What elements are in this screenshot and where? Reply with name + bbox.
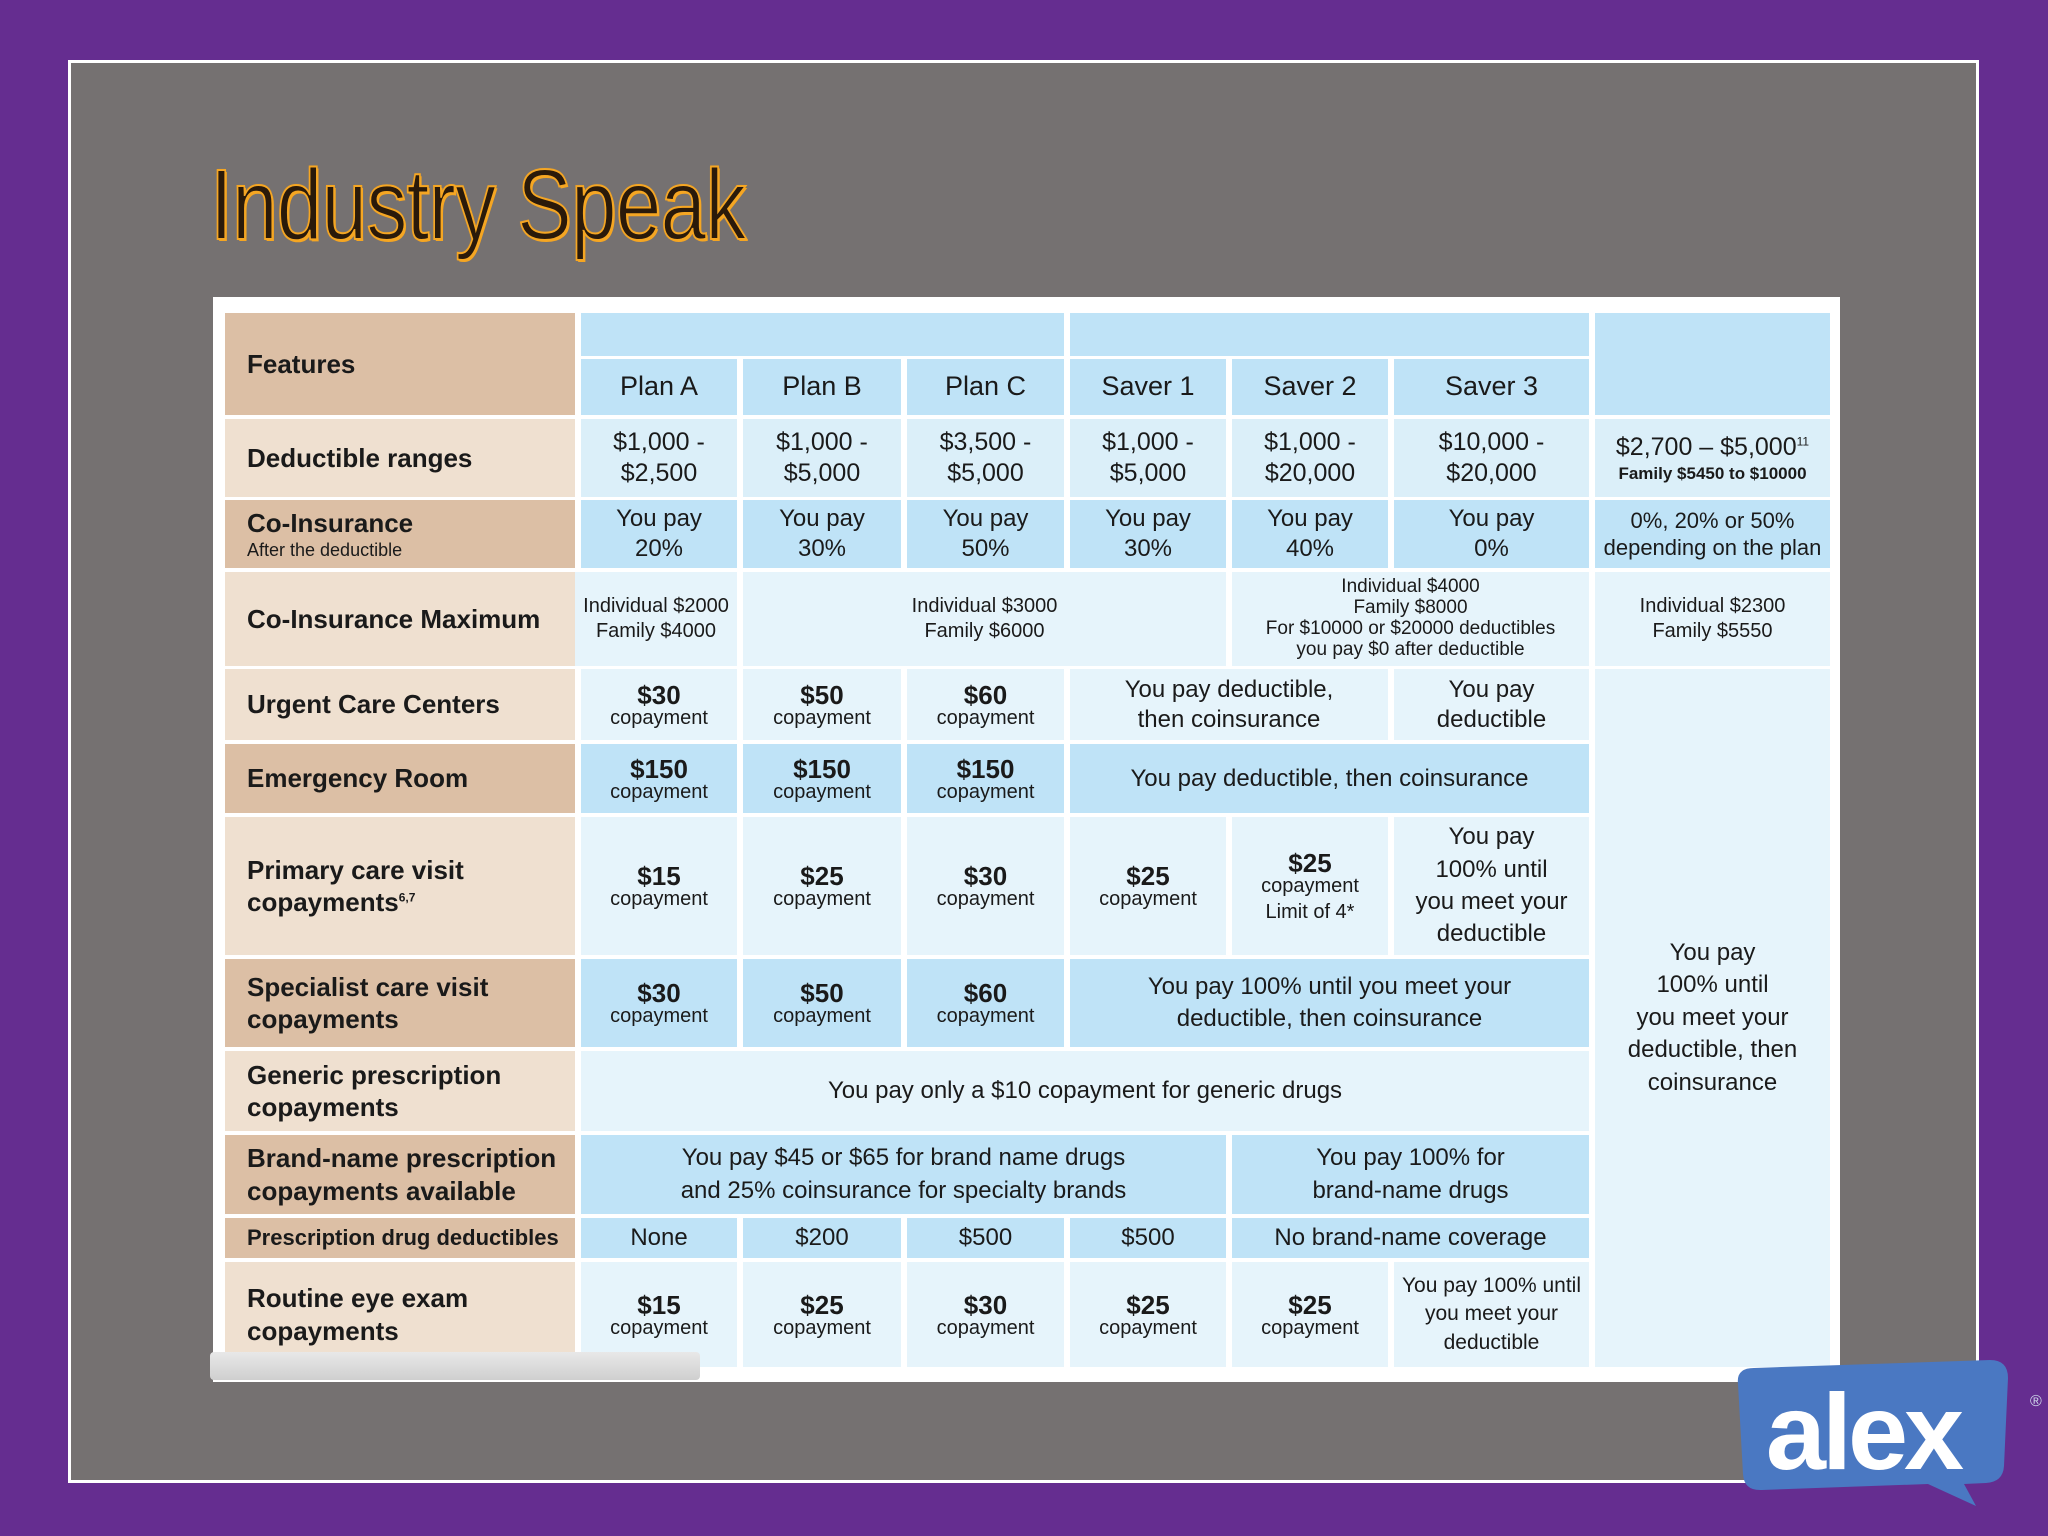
copay-amount: $150 [956, 753, 1015, 784]
copay-amount: $150 [793, 753, 851, 784]
copay-amount: $50 [800, 679, 844, 710]
copay-amount: $25 [1126, 861, 1170, 891]
coinsurance-cell [743, 500, 901, 568]
copay-amount: $25 [1126, 1289, 1170, 1320]
cell-text: $1,000 - $20,000 [1264, 427, 1356, 487]
plan-name: Saver 2 [1263, 371, 1357, 402]
cell-text: Individual $4000 Family $8000 [1341, 576, 1480, 619]
coinsurance-cell [1232, 500, 1388, 568]
copay-word: copayment [610, 1005, 708, 1027]
primary-cell [743, 817, 901, 955]
copay-word: copayment [1099, 888, 1197, 910]
eye-cell [1070, 1262, 1226, 1367]
coinsurance-cell-other [1595, 500, 1830, 568]
deductible-cell [581, 419, 737, 497]
cell-text: You pay 50% [942, 505, 1029, 562]
alex-logo [1728, 1356, 2018, 1508]
copay-word: copayment [773, 888, 871, 910]
copay-amount: $50 [800, 978, 844, 1008]
cell-text: You pay 30% [1105, 505, 1191, 562]
copay-word: copayment [1261, 875, 1359, 897]
deductible-cell [907, 419, 1064, 497]
cell-text: $200 [795, 1224, 849, 1251]
row-label-coi [225, 500, 575, 568]
copay-amount: $30 [963, 1289, 1008, 1320]
deductible-main: $2,700 – $5,000$^{11}$ [1615, 432, 1810, 461]
row-label-gen [225, 1051, 575, 1131]
cell-text: You pay 100% until you meet your deductible, then coinsurance [1627, 939, 1798, 1096]
coins-max-saver2-3 [1232, 572, 1589, 666]
coins-max-plans-b-saver1 [743, 572, 1226, 666]
cell-text: Individual $3000 Family $6000 [911, 595, 1058, 642]
row-label-text: Routine eye exam copayments [247, 1283, 469, 1346]
deductible-cell [1232, 419, 1388, 497]
row-label-pri [225, 817, 575, 955]
er-savers [1070, 744, 1589, 813]
copay-word: copayment [936, 1316, 1035, 1339]
copay-word: copayment [1099, 1316, 1197, 1339]
cell-text: You pay 100% until you meet your deductible [1415, 823, 1568, 948]
row-label-text: Deductible ranges [247, 442, 473, 473]
specialist-cell [581, 959, 737, 1047]
urgent-cell [581, 669, 737, 740]
plan-header [743, 359, 901, 415]
cell-text: You pay deductible, then coinsurance [1124, 675, 1334, 733]
copay-amount: $30 [637, 978, 681, 1008]
copay-word: copayment [610, 706, 708, 729]
cell-text: $1,000 - $5,000 [776, 427, 868, 487]
cell-text: $500 [958, 1224, 1013, 1251]
row-label-max [225, 572, 575, 666]
coins-max-other [1595, 572, 1830, 666]
cell-text: $10,000 - $20,000 [1438, 427, 1545, 487]
copay-amount: $15 [637, 861, 681, 891]
row-label-text: Urgent Care Centers [247, 689, 500, 720]
plan-header [907, 359, 1064, 415]
coinsurance-cell [907, 500, 1064, 568]
urgent-saver3 [1394, 669, 1589, 740]
row-label-er [225, 744, 575, 813]
coinsurance-cell [1394, 500, 1589, 568]
cell-text: 0%, 20% or 50% depending on the plan [1603, 507, 1822, 560]
footnote-marker: 6,7 [398, 890, 416, 905]
copay-amount: $30 [963, 861, 1008, 891]
slide-title: Industry Speak [210, 149, 746, 261]
copay-amount: $30 [637, 679, 681, 710]
rx-deductible-cell [1070, 1218, 1226, 1258]
cell-text: Individual $2000 Family $4000 [583, 595, 729, 642]
row-label-spe [225, 959, 575, 1047]
plans-group-header [581, 313, 1064, 356]
row-label-text: Emergency Room [247, 763, 469, 794]
coins-max-plan-a [575, 572, 737, 666]
rx-deductible-cell [581, 1218, 737, 1258]
deductible-cell [1070, 419, 1226, 497]
copay-word: copayment [936, 1005, 1035, 1027]
coinsurance-cell [1070, 500, 1226, 568]
copay-word: copayment [773, 706, 871, 729]
er-cell [581, 744, 737, 813]
copay-amount: $25 [1288, 848, 1332, 878]
row-label-text: Features [247, 348, 356, 379]
cell-text: You pay 100% until you meet your deductible, then coinsurance [1147, 972, 1512, 1032]
row-label-bra [225, 1135, 575, 1214]
copay-amount: $60 [963, 679, 1008, 710]
cell-text: You pay 20% [616, 505, 702, 562]
copay-word: copayment [936, 888, 1035, 910]
deductible-cell-other [1595, 419, 1830, 497]
specialist-cell [743, 959, 901, 1047]
row-label-ded [225, 419, 575, 497]
cell-text: You pay $45 or $65 for brand name drugs and 25% coinsurance for specialty brands [680, 1144, 1127, 1204]
generic-value [581, 1051, 1589, 1131]
plan-name: Saver 1 [1101, 371, 1195, 402]
plan-header [581, 359, 737, 415]
deductible-cell [743, 419, 901, 497]
copay-word: copayment [773, 1316, 871, 1339]
copay-word: copayment [936, 780, 1035, 803]
deductible-cell [1394, 419, 1589, 497]
plan-name: Saver 3 [1444, 371, 1539, 402]
primary-cell [1070, 817, 1226, 955]
row-label-text: Primary care visit copayments$^{6,7}$ [247, 854, 464, 917]
plan-header [1070, 359, 1226, 415]
deductible-family: Family $5450 to $10000 [1618, 464, 1807, 483]
copay-amount: $25 [800, 861, 844, 891]
cell-text: $3,500 - $5,000 [939, 427, 1032, 487]
eye-cell [743, 1262, 901, 1367]
copay-amount: $150 [630, 753, 688, 784]
cell-text: $1,000 - $5,000 [1102, 427, 1194, 487]
primary-saver3 [1394, 817, 1589, 955]
other-plans-merged-cell [1595, 669, 1830, 1367]
copay-word: copayment [610, 888, 708, 910]
cell-text: You pay 100% for brand-name drugs [1312, 1144, 1509, 1204]
eye-saver3 [1394, 1262, 1589, 1367]
eye-cell [907, 1262, 1064, 1367]
copay-word: copayment [610, 1316, 708, 1339]
logo-text: alex [1765, 1370, 1961, 1492]
coins-max-note: For $10000 or $20000 deductibles you pay $0 after deductible [1265, 618, 1556, 660]
cell-text: $1,000 - $2,500 [613, 427, 705, 487]
copay-amount: $60 [963, 978, 1008, 1008]
copay-amount: $25 [800, 1289, 844, 1320]
er-cell [907, 744, 1064, 813]
other-plans-header [1595, 313, 1830, 415]
primary-cell [581, 817, 737, 955]
copay-amount: $15 [637, 1289, 681, 1320]
row-label-text: Co-Insurance Maximum [247, 603, 541, 634]
rx-deductible-cell [907, 1218, 1064, 1258]
row-sublabel: After the deductible [247, 540, 403, 560]
plan-header [1232, 359, 1388, 415]
footnote-marker: 11 [1796, 434, 1810, 449]
plan-name: Plan A [619, 371, 699, 402]
cell-text: You pay deductible, then coinsurance [1130, 764, 1529, 792]
copay-word: copayment [773, 1005, 871, 1027]
cell-text: You pay 40% [1267, 505, 1353, 562]
urgent-cell [907, 669, 1064, 740]
comparison-table [213, 297, 1840, 1382]
row-label-text: Prescription drug deductibles [247, 1225, 559, 1251]
cell-text: You pay 0% [1448, 505, 1535, 562]
copay-word: copayment [773, 780, 871, 803]
plan-name: Plan B [782, 371, 862, 402]
row-label-text: Specialist care visit copayments [247, 971, 489, 1034]
specialist-cell [907, 959, 1064, 1047]
cell-text: No brand-name coverage [1274, 1224, 1547, 1251]
primary-limit: Limit of 4* [1265, 901, 1355, 923]
cell-text: You pay only a $10 copayment for generic drugs [827, 1077, 1343, 1104]
cell-text: Individual $2300 Family $5550 [1639, 595, 1786, 642]
row-label-text: Brand-name prescription copayments available [247, 1143, 557, 1206]
urgent-cell [743, 669, 901, 740]
plan-name: Plan C [944, 371, 1027, 402]
specialist-savers [1070, 959, 1589, 1047]
rx-deductible-savers [1232, 1218, 1589, 1258]
row-label-text: Co-Insurance [247, 507, 414, 538]
savers-group-header [1070, 313, 1589, 356]
er-cell [743, 744, 901, 813]
cell-text: None [630, 1224, 688, 1251]
cell-text: You pay 30% [779, 505, 865, 562]
brand-savers [1232, 1135, 1589, 1214]
faded-caption-strip [210, 1352, 700, 1380]
row-label-text: Generic prescription copayments [247, 1059, 502, 1122]
urgent-saver1-2 [1070, 669, 1388, 740]
cell-text: You pay deductible [1436, 675, 1547, 733]
coinsurance-cell [581, 500, 737, 568]
cell-text: $500 [1121, 1224, 1175, 1251]
registered-mark: ® [2030, 1393, 2042, 1410]
copay-word: copayment [610, 780, 708, 803]
brand-plans [581, 1135, 1226, 1214]
row-label-feat [225, 313, 575, 415]
rx-deductible-cell [743, 1218, 901, 1258]
cell-text: You pay 100% until you meet your deductible [1401, 1273, 1582, 1354]
copay-amount: $25 [1288, 1289, 1332, 1320]
primary-cell [1232, 817, 1388, 955]
row-label-rxd [225, 1218, 575, 1258]
copay-word: copayment [1261, 1316, 1359, 1339]
eye-cell [1232, 1262, 1388, 1367]
plan-header [1394, 359, 1589, 415]
primary-cell [907, 817, 1064, 955]
copay-word: copayment [936, 706, 1035, 729]
row-label-urg [225, 669, 575, 740]
